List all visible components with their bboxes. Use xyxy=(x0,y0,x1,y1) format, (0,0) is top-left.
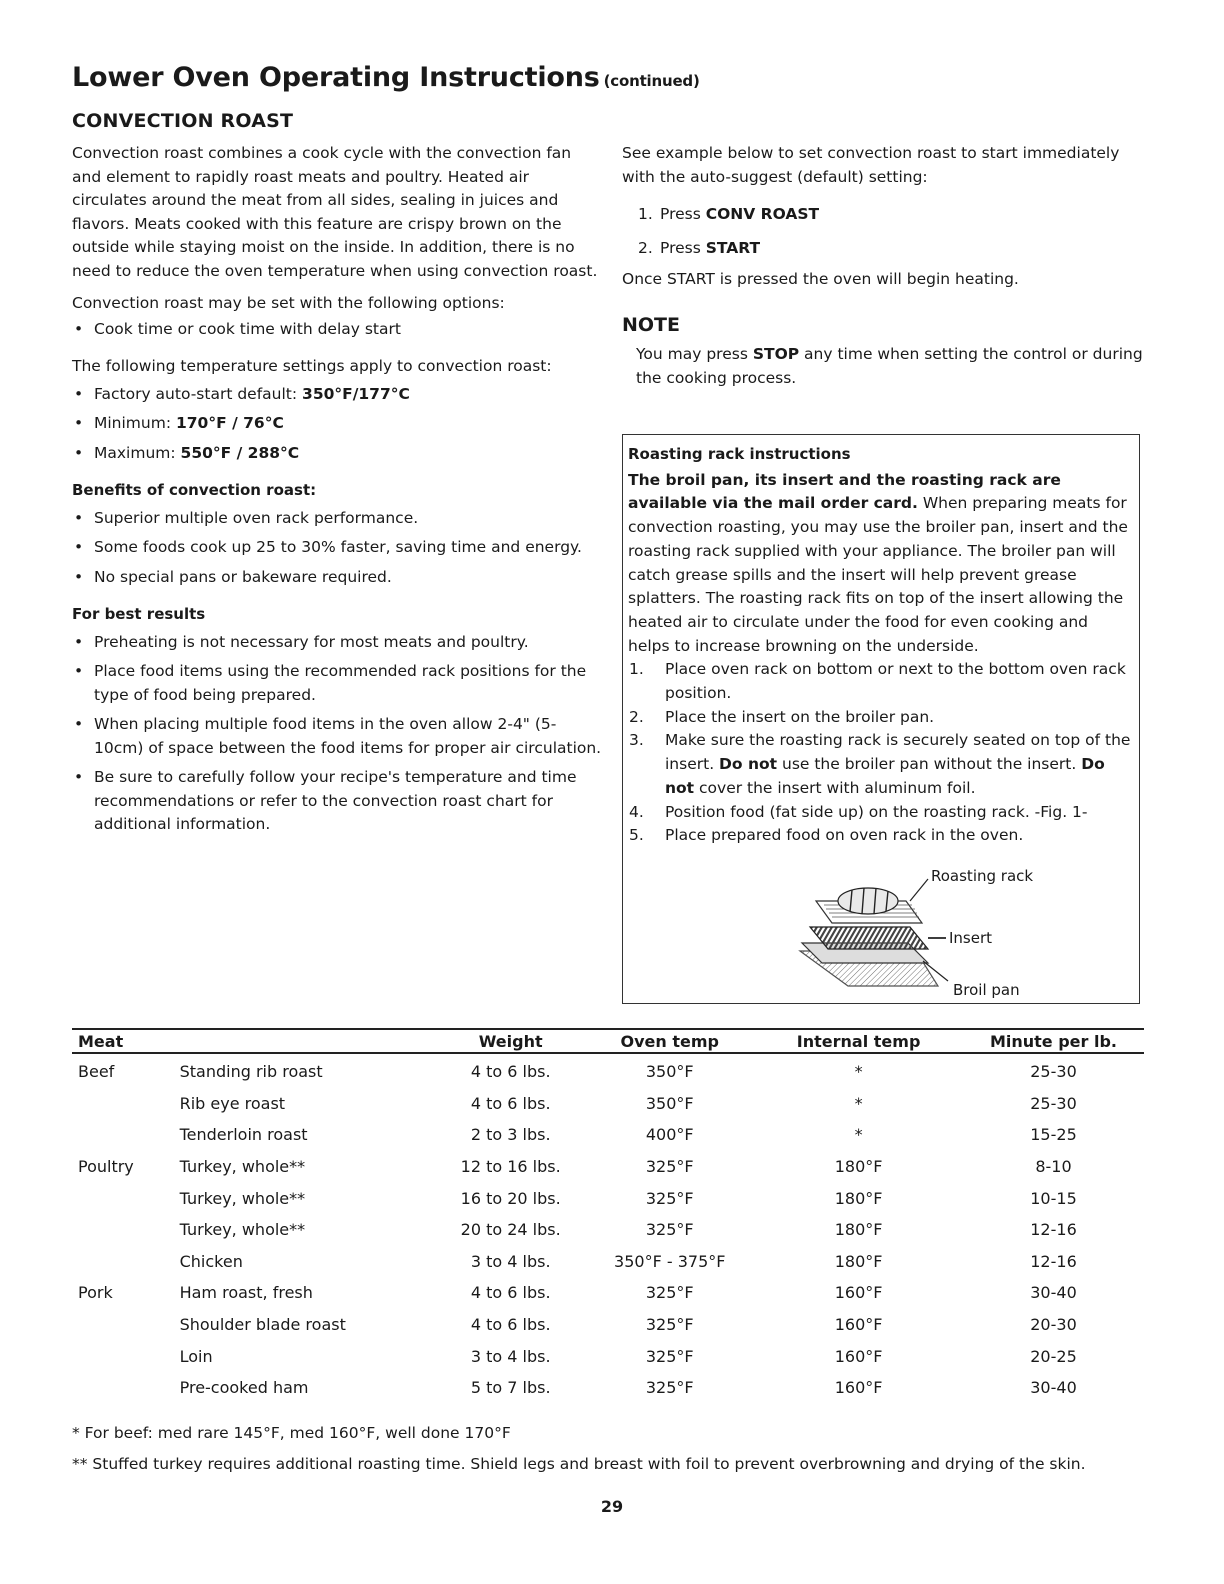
temp-intro: The following temperature settings apply to convection roast: xyxy=(72,357,552,375)
benefit-text: Superior multiple oven rack performance. xyxy=(94,508,419,527)
header-meat: Meat xyxy=(72,1029,436,1053)
table-body xyxy=(72,1053,1144,1404)
bullet-glyph: • xyxy=(74,508,84,527)
rack-step-number: 2. xyxy=(629,707,644,726)
step-conv-roast xyxy=(622,203,1144,227)
table-row xyxy=(72,1182,1144,1214)
cell-internal-temp: 180°F xyxy=(834,1157,883,1177)
cell-cut: Turkey, whole** xyxy=(179,1157,306,1177)
cell-minute-per-lb: 12-16 xyxy=(1030,1251,1077,1271)
bullet-glyph: • xyxy=(74,768,84,786)
cell-cut: Loin xyxy=(179,1346,213,1366)
cell-internal-temp: * xyxy=(854,1062,863,1082)
best-results-heading: For best results xyxy=(72,605,206,623)
cell-weight: 12 to 16 lbs. xyxy=(460,1157,561,1177)
cell-weight: 3 to 4 lbs. xyxy=(470,1251,551,1271)
best-results-bullet xyxy=(72,660,602,707)
cell-weight: 2 to 3 lbs. xyxy=(470,1125,551,1145)
cell-oven-temp: 325°F xyxy=(645,1378,694,1398)
rack-step-text: Place prepared food on oven rack in the oven. xyxy=(665,826,1024,845)
rack-box-intro-bold: The broil pan, its insert and the roasting rack are available via the mail order card. xyxy=(628,470,1061,513)
cell-oven-temp: 325°F xyxy=(645,1315,694,1335)
best-results-text: When placing multiple food items in the oven allow 2-4" (5-10cm) of space between the food items for proper air circulation. xyxy=(94,715,602,757)
step-text: Press xyxy=(660,205,706,223)
cell-meat xyxy=(72,1119,180,1151)
cell-minute-per-lb: 20-25 xyxy=(1030,1346,1077,1366)
step-number: 2. xyxy=(638,238,653,257)
table-row xyxy=(72,1088,1144,1120)
cell-weight: 3 to 4 lbs. xyxy=(470,1346,551,1366)
header-weight: Weight xyxy=(436,1029,585,1053)
cell-meat xyxy=(72,1214,180,1246)
options-intro: Convection roast may be set with the following options: xyxy=(72,294,505,312)
cell-cut: Tenderloin roast xyxy=(179,1125,308,1145)
cell-minute-per-lb: 30-40 xyxy=(1030,1283,1077,1303)
table-row xyxy=(72,1053,1144,1088)
rack-step-2 xyxy=(628,706,1133,730)
cell-minute-per-lb: 25-30 xyxy=(1030,1093,1077,1113)
temp-label: Maximum: xyxy=(94,443,181,462)
cell-meat xyxy=(72,1246,180,1278)
cell-meat xyxy=(72,1088,180,1120)
bullet-glyph: • xyxy=(74,414,84,432)
temp-bullet-minimum xyxy=(72,412,602,436)
benefit-bullet xyxy=(72,536,602,560)
temp-bullet-maximum xyxy=(72,442,602,466)
cell-oven-temp: 325°F xyxy=(645,1157,694,1177)
cell-weight: 4 to 6 lbs. xyxy=(470,1093,551,1113)
rack-step-warning: Do not xyxy=(665,755,1105,797)
rack-step-1 xyxy=(628,658,1133,705)
cell-weight: 4 to 6 lbs. xyxy=(470,1283,551,1303)
note-key: STOP xyxy=(752,345,800,363)
right-column xyxy=(622,142,1144,399)
best-results-text: Place food items using the recommended rack positions for the type of food being prepared. xyxy=(94,662,587,704)
step-key: START xyxy=(705,238,761,257)
after-steps: Once START is pressed the oven will begin heating. xyxy=(622,270,1019,288)
benefit-text: Some foods cook up 25 to 30% faster, saving time and energy. xyxy=(94,538,582,556)
leader-rack xyxy=(910,879,928,901)
table-header-row xyxy=(72,1029,1144,1053)
bullet-glyph: • xyxy=(74,538,84,556)
cell-weight: 16 to 20 lbs. xyxy=(460,1188,561,1208)
cell-internal-temp: * xyxy=(854,1125,863,1145)
best-results-bullet xyxy=(72,713,602,760)
table-row xyxy=(72,1119,1144,1151)
cell-cut: Standing rib roast xyxy=(179,1062,323,1082)
table-row xyxy=(72,1151,1144,1183)
cell-meat: Poultry xyxy=(78,1157,134,1177)
cell-minute-per-lb: 30-40 xyxy=(1030,1378,1077,1398)
rack-step-4 xyxy=(628,801,1133,825)
bullet-glyph: • xyxy=(74,567,84,586)
cell-weight: 4 to 6 lbs. xyxy=(470,1062,551,1082)
benefit-bullet xyxy=(72,566,602,590)
benefits-heading: Benefits of convection roast: xyxy=(72,481,317,499)
cell-minute-per-lb: 25-30 xyxy=(1030,1062,1077,1082)
options-bullet xyxy=(72,318,602,342)
title-continued: (continued) xyxy=(603,72,700,90)
options-bullet-text: Cook time or cook time with delay start xyxy=(94,319,401,338)
cell-oven-temp: 350°F xyxy=(645,1062,694,1082)
table-row xyxy=(72,1372,1144,1404)
temp-bullet-default xyxy=(72,383,602,407)
bullet-glyph: • xyxy=(74,715,84,733)
header-minute-per-lb: Minute per lb. xyxy=(963,1029,1144,1053)
benefit-text: No special pans or bakeware required. xyxy=(94,567,392,586)
cell-cut: Turkey, whole** xyxy=(179,1188,306,1208)
best-results-bullet xyxy=(72,631,602,655)
cell-oven-temp: 350°F xyxy=(645,1093,694,1113)
rack-box-intro-rest: When preparing meats for convection roasting, you may use the broiler pan, insert and the roasting rack supplied with your appliance. The broiler pan will catch grease spills and the insert will help prevent grease splatters. The roasting rack fits on top of the insert allowing the heated air to circulate under the food for even cooking and helps to increase browning on the underside. xyxy=(628,494,1128,655)
cell-minute-per-lb: 8-10 xyxy=(1035,1157,1072,1177)
best-results-bullet xyxy=(72,766,602,837)
rack-step-text: Place oven rack on bottom or next to the bottom oven rack position. xyxy=(665,660,1126,703)
cell-oven-temp: 400°F xyxy=(645,1125,694,1145)
broil-pan-figure xyxy=(788,867,1118,999)
cell-meat xyxy=(72,1309,180,1341)
roast-meat xyxy=(838,888,898,914)
rack-step-text: Make sure the roasting rack is securely seated on top of the insert. xyxy=(665,731,1131,774)
cell-minute-per-lb: 12-16 xyxy=(1030,1220,1077,1240)
cell-cut: Shoulder blade roast xyxy=(179,1315,346,1335)
table-row xyxy=(72,1340,1144,1372)
table-row xyxy=(72,1277,1144,1309)
cell-oven-temp: 325°F xyxy=(645,1283,694,1303)
label-roasting-rack: Roasting rack xyxy=(931,867,1034,885)
cell-minute-per-lb: 20-30 xyxy=(1030,1315,1077,1335)
label-insert: Insert xyxy=(949,929,993,947)
cell-weight: 20 to 24 lbs. xyxy=(460,1220,561,1240)
rack-box-heading: Roasting rack instructions xyxy=(628,445,851,463)
bullet-glyph: • xyxy=(74,632,84,651)
rack-step-text: Position food (fat side up) on the roasting rack. -Fig. 1- xyxy=(665,802,1088,821)
label-broil-pan: Broil pan xyxy=(953,981,1020,999)
page-title xyxy=(72,62,700,93)
page-number: 29 xyxy=(600,1497,624,1516)
rack-step-number: 1. xyxy=(629,660,644,679)
rack-step-warning: Do not xyxy=(719,755,778,774)
cell-cut: Ham roast, fresh xyxy=(179,1283,313,1303)
header-internal-temp: Internal temp xyxy=(754,1029,963,1053)
cell-oven-temp: 325°F xyxy=(645,1188,694,1208)
cell-internal-temp: 180°F xyxy=(834,1220,883,1240)
bullet-glyph: • xyxy=(74,662,84,680)
example-intro: See example below to set convection roast to start immediately with the auto-suggest (default) setting: xyxy=(622,144,1120,186)
bullet-glyph: • xyxy=(74,384,84,403)
step-text: Press xyxy=(660,238,706,257)
temp-label: Factory auto-start default: xyxy=(94,384,303,403)
roasting-rack-box xyxy=(622,434,1140,1004)
best-results-text: Preheating is not necessary for most meats and poultry. xyxy=(94,632,529,651)
intro-paragraph: Convection roast combines a cook cycle with the convection fan and element to rapidly roast meats and poultry. Heated air circulates around the meat from all sides, sealing in juices and flavors. Meats cooked with this feature are crispy brown on the outside while staying moist on the inside. In addition, there is no need to reduce the oven temperature when using convection roast. xyxy=(72,144,598,280)
note-text: You may press xyxy=(636,345,753,363)
cell-meat xyxy=(72,1372,180,1404)
cell-internal-temp: 160°F xyxy=(834,1315,883,1335)
cell-oven-temp: 350°F - 375°F xyxy=(614,1251,726,1271)
rack-box-intro xyxy=(628,469,1133,659)
cell-cut: Chicken xyxy=(179,1251,243,1271)
cell-internal-temp: * xyxy=(854,1093,863,1113)
temp-value: 550°F / 288°C xyxy=(180,443,300,462)
table-row xyxy=(72,1309,1144,1341)
cell-internal-temp: 180°F xyxy=(834,1251,883,1271)
insert-shape xyxy=(810,927,928,949)
temp-label: Minimum: xyxy=(94,414,176,432)
temp-value: 350°F/177°C xyxy=(302,384,410,403)
cell-meat: Beef xyxy=(78,1062,115,1082)
left-column xyxy=(72,142,602,843)
rack-step-5 xyxy=(628,824,1133,848)
cell-weight: 5 to 7 lbs. xyxy=(470,1378,551,1398)
cell-internal-temp: 160°F xyxy=(834,1378,883,1398)
note-body xyxy=(622,343,1144,390)
cell-oven-temp: 325°F xyxy=(645,1220,694,1240)
table-row xyxy=(72,1246,1144,1278)
cell-internal-temp: 160°F xyxy=(834,1346,883,1366)
bullet-glyph: • xyxy=(74,319,84,338)
cell-minute-per-lb: 10-15 xyxy=(1030,1188,1077,1208)
rack-step-text: use the broiler pan without the insert. xyxy=(777,755,1082,774)
temp-value: 170°F / 76°C xyxy=(175,414,284,432)
step-start xyxy=(622,237,1144,261)
cell-meat xyxy=(72,1340,180,1372)
rack-step-3 xyxy=(628,729,1133,800)
table-row xyxy=(72,1214,1144,1246)
cell-meat: Pork xyxy=(78,1283,113,1303)
note-text: any time when setting the control or during the cooking process. xyxy=(636,345,1143,387)
footnote-turkey: ** Stuffed turkey requires additional roasting time. Shield legs and breast with foil to prevent overbrowning and drying of the skin. xyxy=(72,1455,1086,1473)
cell-internal-temp: 180°F xyxy=(834,1188,883,1208)
rack-step-number: 3. xyxy=(629,731,644,750)
benefit-bullet xyxy=(72,507,602,531)
rack-step-text: cover the insert with aluminum foil. xyxy=(694,778,976,797)
cell-minute-per-lb: 15-25 xyxy=(1030,1125,1077,1145)
section-heading: CONVECTION ROAST xyxy=(72,110,294,132)
header-oven-temp: Oven temp xyxy=(585,1029,754,1053)
cell-meat xyxy=(72,1182,180,1214)
cell-oven-temp: 325°F xyxy=(645,1346,694,1366)
page-title-text: Lower Oven Operating Instructions xyxy=(72,62,600,93)
footnote-beef: * For beef: med rare 145°F, med 160°F, well done 170°F xyxy=(72,1424,511,1442)
rack-step-number: 4. xyxy=(629,802,644,821)
note-heading: NOTE xyxy=(622,313,680,336)
cell-cut: Rib eye roast xyxy=(179,1093,286,1113)
cell-cut: Turkey, whole** xyxy=(179,1220,306,1240)
step-key: CONV ROAST xyxy=(705,205,820,223)
bullet-glyph: • xyxy=(74,443,84,462)
rack-step-text: Place the insert on the broiler pan. xyxy=(665,707,935,726)
rack-step-number: 5. xyxy=(629,826,644,845)
cell-internal-temp: 160°F xyxy=(834,1283,883,1303)
cell-weight: 4 to 6 lbs. xyxy=(470,1315,551,1335)
convection-roast-chart xyxy=(72,1028,1144,1404)
step-number: 1. xyxy=(638,205,653,223)
best-results-text: Be sure to carefully follow your recipe's temperature and time recommendations or refer to the convection roast chart for additional information. xyxy=(94,768,577,833)
cell-cut: Pre-cooked ham xyxy=(179,1378,309,1398)
